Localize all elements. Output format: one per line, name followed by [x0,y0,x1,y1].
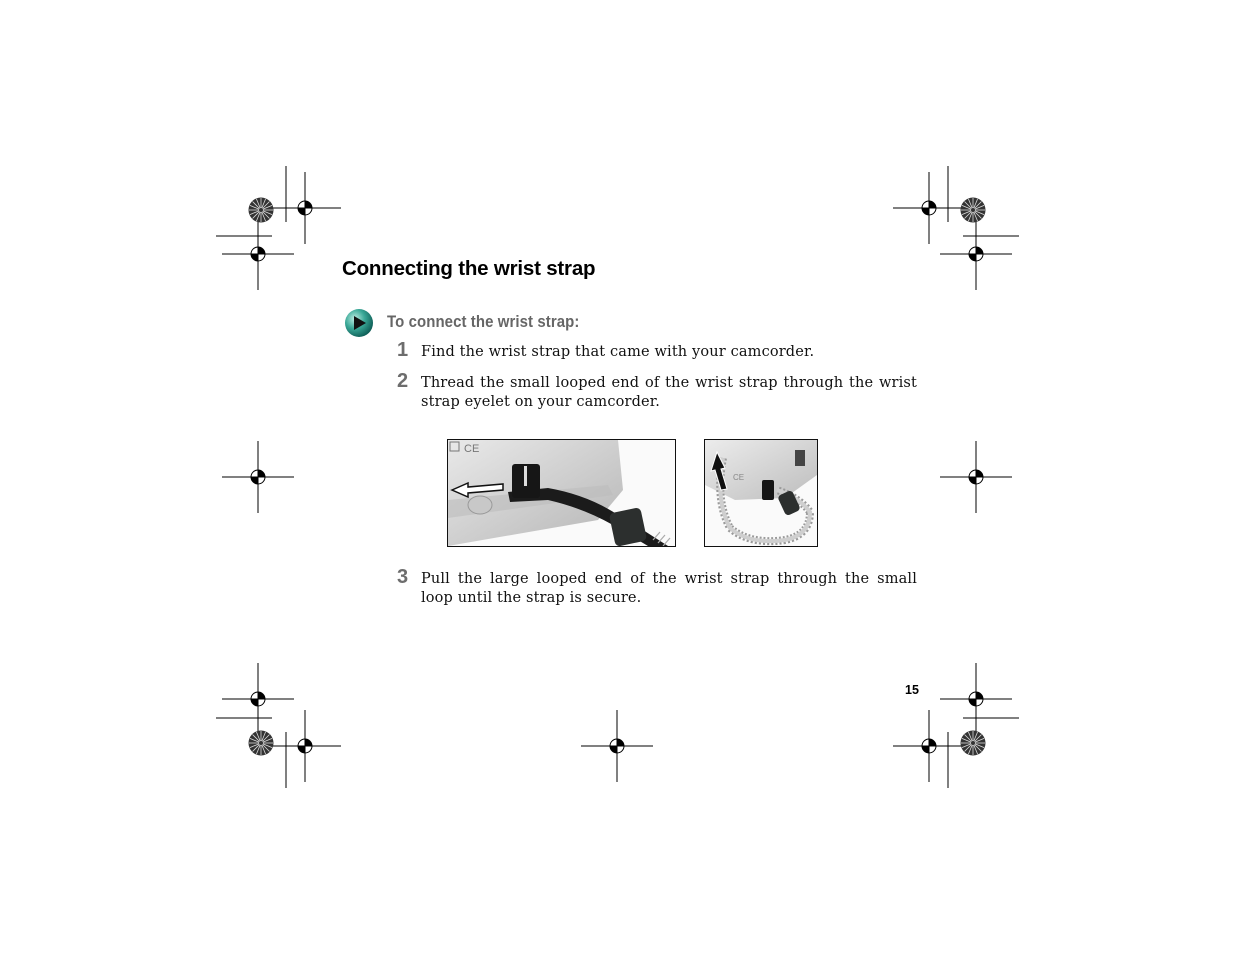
play-arrow-icon [344,307,374,339]
step-1-number: 1 [397,339,409,361]
procedure-heading: To connect the wrist strap: [387,312,580,331]
section-title: Connecting the wrist strap [342,257,596,280]
step-2-text: Thread the small looped end of the wrist strap through the wrist strap eyelet on your camcorder. [421,375,917,410]
page-number: 15 [905,683,919,697]
step-3-number: 3 [397,566,409,588]
photo-pulling-strap [704,439,818,547]
ce-label-2: CE [733,473,745,482]
step-1-text: Find the wrist strap that came with your camcorder. [421,344,815,360]
ce-label: CE [464,443,480,455]
step-3-text: Pull the large looped end of the wrist strap through the small loop until the strap is secure. [421,571,917,606]
photo-threading-strap [447,439,676,547]
step-2-number: 2 [397,370,409,392]
